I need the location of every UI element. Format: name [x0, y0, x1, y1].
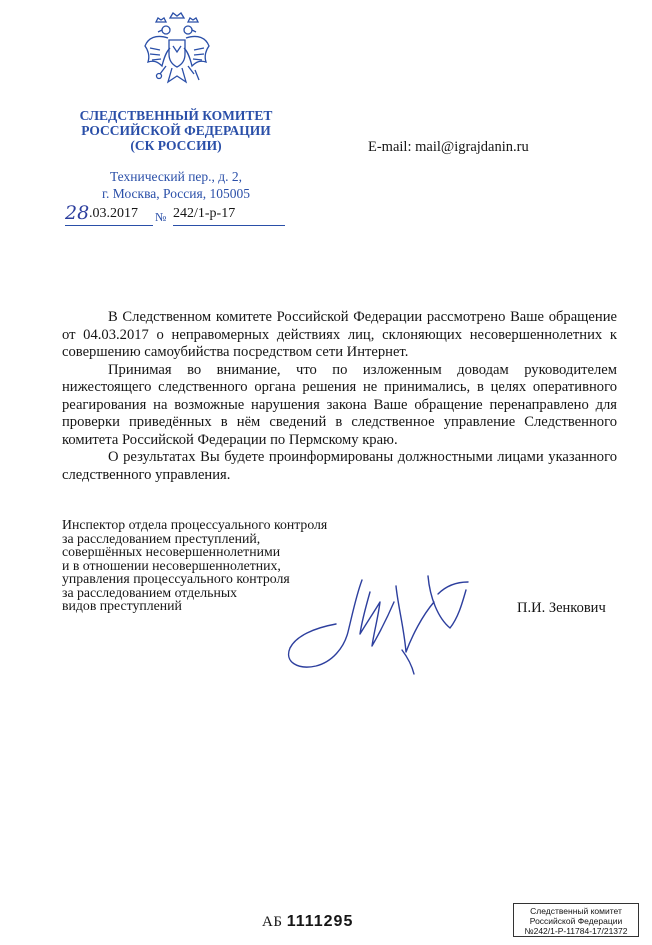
recipient-email: E-mail: mail@igrajdanin.ru [368, 139, 529, 155]
date-underline [65, 225, 153, 226]
letter-body [62, 309, 617, 484]
serial-number: 1111295 [286, 913, 354, 930]
registration-number: 242/1-р-17 [173, 206, 236, 221]
body-paragraph: Принимая во внимание, что по изложенным доводам руководителем нижестоящего следственного органа решения не принимались, в целях оперативного реагирования на возможные нарушения закона Ваше обращение перенаправлено для проверки приведённых в нём сведений в следственное управление Следственного комитета Российской Федерации по Пермскому краю. [62, 361, 617, 448]
handwritten-signature [262, 562, 492, 682]
body-paragraph: О результатах Вы будете проинформированы должностными лицами указанного следственного управления. [62, 449, 617, 483]
address-line: г. Москва, Россия, 105005 [102, 186, 250, 201]
stamp-line: №242/1-Р-11784-17/21372 [524, 926, 628, 936]
serial-prefix: АБ [262, 914, 283, 930]
number-underline [173, 225, 285, 226]
form-serial-number [262, 913, 353, 931]
date-text: .03.2017 [89, 206, 138, 221]
address-line: Технический пер., д. 2, [109, 169, 243, 184]
position-line: управления процессуального контроля [62, 571, 290, 586]
position-line: Инспектор отдела процессуального контроля [62, 517, 328, 532]
coat-of-arms-emblem [142, 8, 212, 92]
position-line: и в отношении несовершеннолетних, [62, 557, 281, 573]
organization-name-line: РОССИЙСКОЙ ФЕДЕРАЦИИ [81, 123, 271, 138]
organization-name [40, 108, 312, 153]
registration-stamp [513, 903, 639, 937]
number-sign: № [155, 210, 167, 224]
organization-address [40, 168, 312, 202]
position-line: за расследованием отдельных [62, 584, 238, 600]
organization-name-line: СЛЕДСТВЕННЫЙ КОМИТЕТ [79, 108, 273, 123]
organization-abbreviation: (СК РОССИИ) [130, 138, 222, 153]
position-line: видов преступлений [62, 598, 182, 613]
position-line: совершённых несовершеннолетними [62, 544, 281, 559]
handwritten-date-day: 28 [65, 202, 90, 224]
stamp-line: Следственный комитет [530, 906, 622, 916]
body-paragraph: В Следственном комитете Российской Федерации рассмотрено Ваше обращение от 04.03.2017 о неправомерных действиях лиц, склоняющих несовершеннолетних к совершению самоубийства посредством сети Интернет. [62, 309, 617, 360]
stamp-line: Российской Федерации [529, 916, 623, 926]
position-line: за расследованием преступлений, [62, 530, 261, 546]
signer-name: П.И. Зенкович [517, 600, 606, 616]
